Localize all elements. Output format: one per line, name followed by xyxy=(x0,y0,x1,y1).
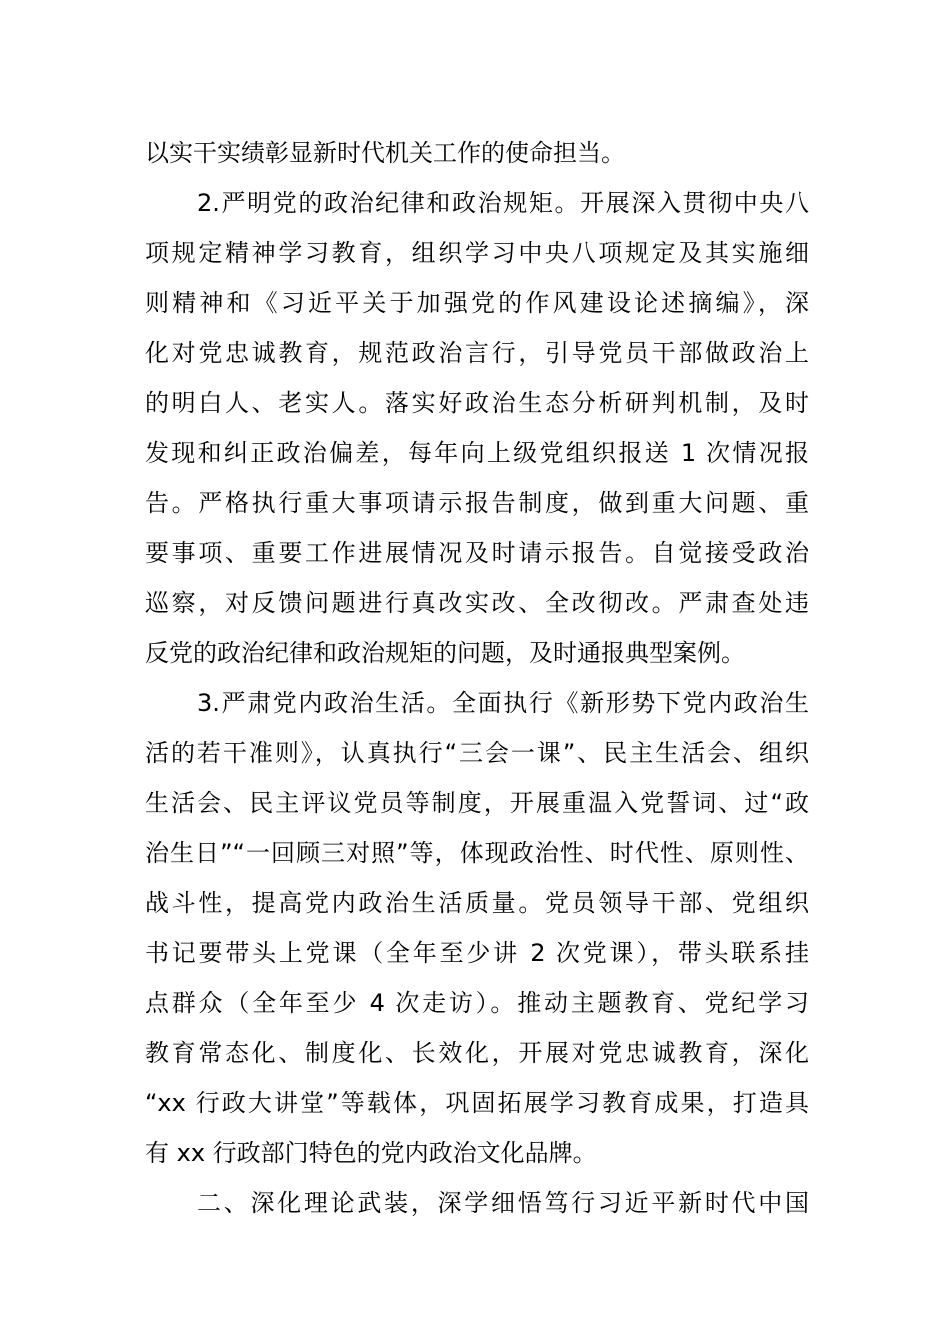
paragraph-heading-3: 3.严肃党内政治生活。全面执行《新形势下党内政治生 xyxy=(197,689,809,717)
text-line: 以实干实绩彰显新时代机关工作的使命担当。 xyxy=(145,139,625,167)
text-line: 化对党忠诚教育，规范政治言行，引导党员干部做政治上 xyxy=(145,339,809,367)
text-line: 告。严格执行重大事项请示报告制度，做到重大问题、重 xyxy=(145,489,809,517)
text-line: 巡察，对反馈问题进行真改实改、全改彻改。严肃查处违 xyxy=(145,589,809,617)
text-line: 则精神和《习近平关于加强党的作风建设论述摘编》，深 xyxy=(145,289,809,317)
text-line: 点群众（全年至少 4 次走访）。推动主题教育、党纪学习 xyxy=(145,989,809,1017)
section-heading: 二、深化理论武装，深学细悟笃行习近平新时代中国 xyxy=(197,1189,809,1217)
text-line: 战斗性，提高党内政治生活质量。党员领导干部、党组织 xyxy=(145,889,809,917)
text-line: 活的若干准则》，认真执行“三会一课”、民主生活会、组织 xyxy=(145,739,809,767)
text-line: 有 xx 行政部门特色的党内政治文化品牌。 xyxy=(145,1139,597,1167)
text-line: “xx 行政大讲堂”等载体，巩固拓展学习教育成果，打造具 xyxy=(145,1089,809,1117)
paragraph-heading-2: 2.严明党的政治纪律和政治规矩。开展深入贯彻中央八 xyxy=(197,189,809,217)
text-line: 生活会、民主评议党员等制度，开展重温入党誓词、过“政 xyxy=(145,789,809,817)
text-line: 治生日”“一回顾三对照”等，体现政治性、时代性、原则性、 xyxy=(145,839,809,867)
text-line: 反党的政治纪律和政治规矩的问题，及时通报典型案例。 xyxy=(145,639,745,667)
document-body xyxy=(145,128,809,1228)
text-line: 项规定精神学习教育，组织学习中央八项规定及其实施细 xyxy=(145,239,809,267)
text-line: 的明白人、老实人。落实好政治生态分析研判机制，及时 xyxy=(145,389,809,417)
text-line: 教育常态化、制度化、长效化，开展对党忠诚教育，深化 xyxy=(145,1039,809,1067)
text-line: 书记要带头上党课（全年至少讲 2 次党课），带头联系挂 xyxy=(145,939,809,967)
text-line: 要事项、重要工作进展情况及时请示报告。自觉接受政治 xyxy=(145,539,809,567)
text-line: 发现和纠正政治偏差，每年向上级党组织报送 1 次情况报 xyxy=(145,439,809,467)
